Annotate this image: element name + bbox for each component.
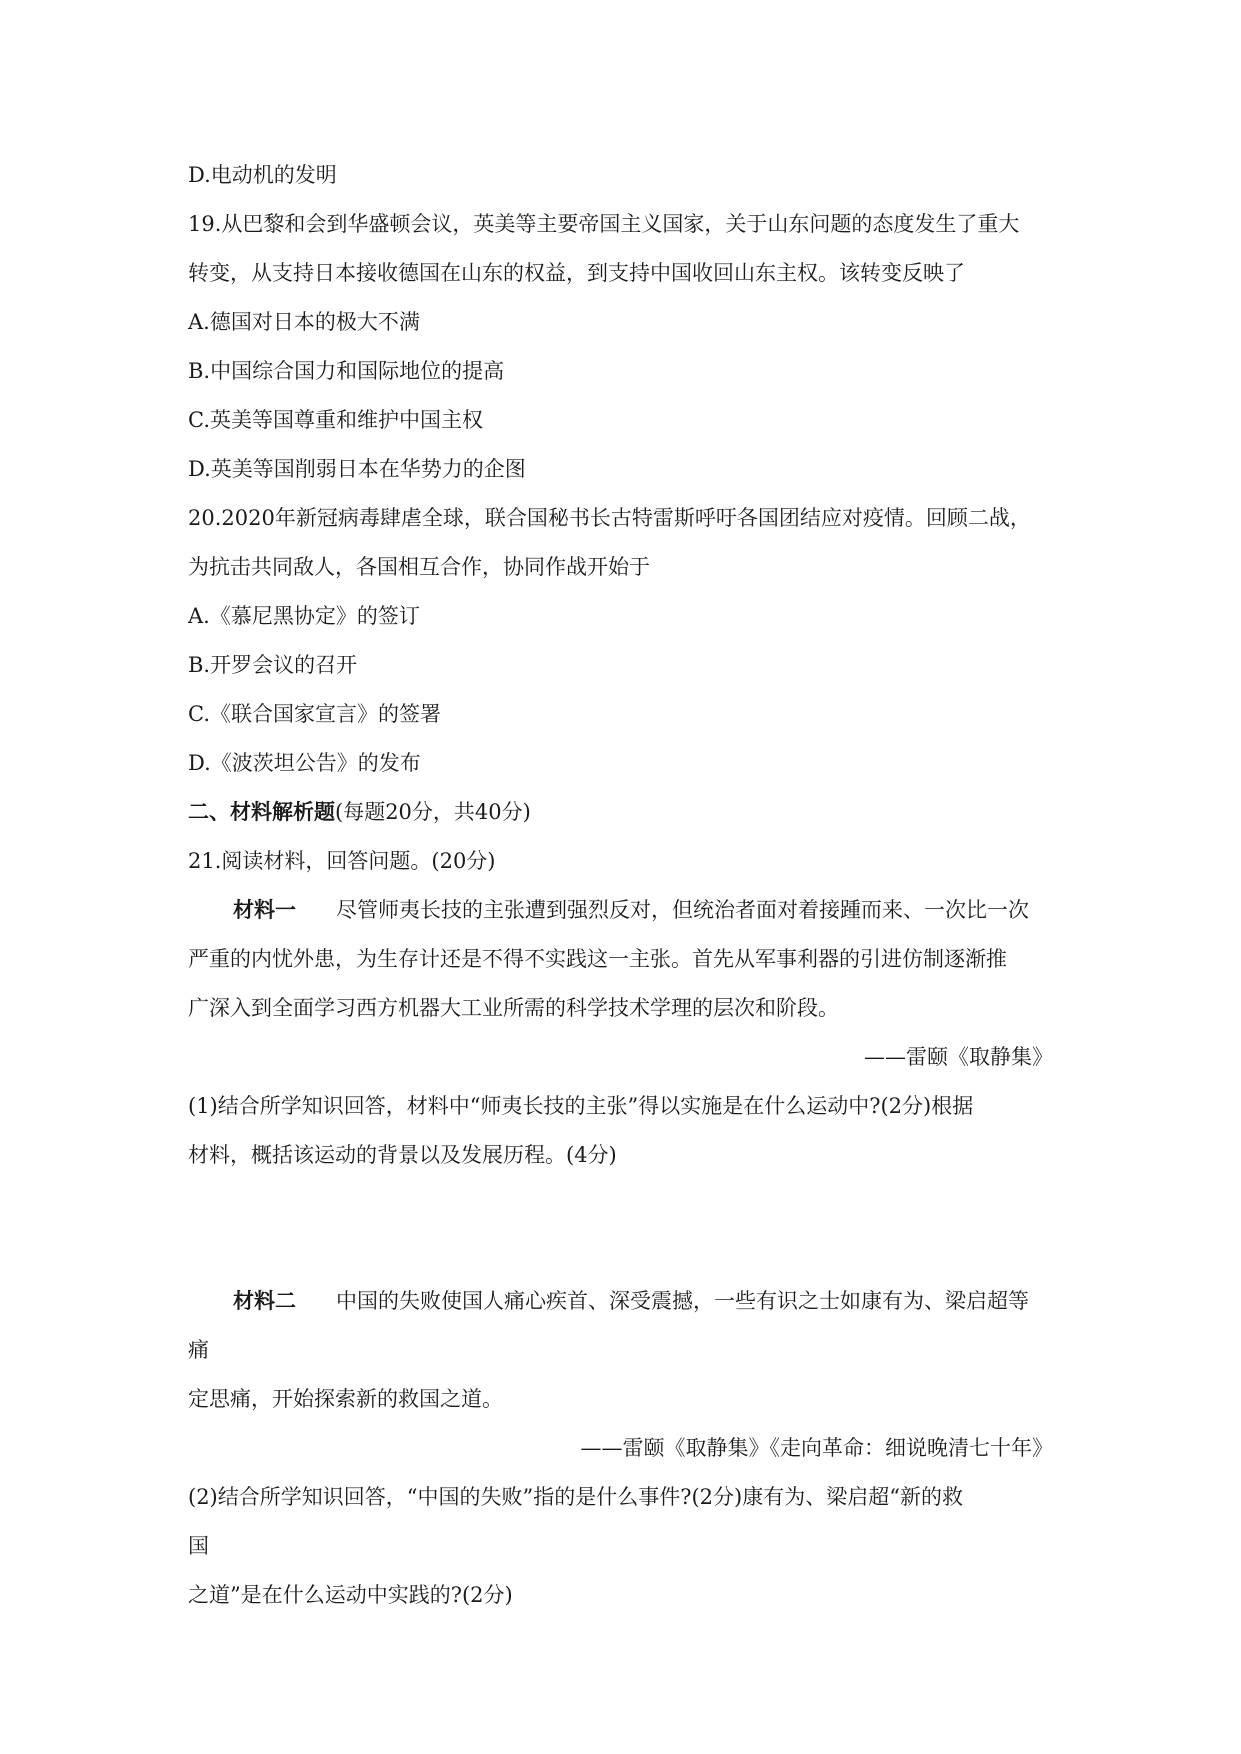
q20-stem-line1: 20.2020年新冠病毒肆虐全球，联合国秘书长古特雷斯呼吁各国团结应对疫情。回顾二战，: [188, 506, 1031, 530]
material2-line1-row: [233, 1286, 1113, 1316]
q19-stem-line2: 转变，从支持日本接收德国在山东的权益，到支持中国收回山东主权。该转变反映了: [188, 261, 965, 285]
section2-heading-row: [188, 797, 1068, 827]
material2-source: ——雷颐《取静集》《走向革命：细说晚清七十年》: [580, 1436, 1053, 1460]
section2-heading-note: (每题20分，共40分): [335, 800, 531, 824]
q21-stem: 21.阅读材料，回答问题。(20分): [188, 849, 496, 873]
q19-stem-line1: 19.从巴黎和会到华盛顿会议，英美等主要帝国主义国家，关于山东问题的态度发生了重大: [188, 212, 1020, 236]
sub-question1-line2: 材料，概括该运动的背景以及发展历程。(4分): [188, 1143, 617, 1167]
sub-question1-line1: (1)结合所学知识回答，材料中“师夷长技的主张”得以实施是在什么运动中?(2分)根据: [188, 1094, 974, 1118]
q19-option-a: A.德国对日本的极大不满: [188, 310, 420, 334]
section2-heading: 二、材料解析题: [188, 799, 335, 824]
material1-source: ——雷颐《取静集》: [864, 1045, 1053, 1069]
material1-line2: 严重的内忧外患，为生存计还是不得不实践这一主张。首先从军事利器的引进仿制逐渐推: [188, 947, 1007, 971]
material2-label: 材料二: [233, 1288, 296, 1313]
material1-line1: 尽管师夷长技的主张遭到强烈反对，但统治者面对着接踵而来、一次比一次: [336, 898, 1029, 922]
sub-question2-line2: 国: [188, 1534, 209, 1558]
material1-line1-row: [233, 895, 1113, 925]
sub-question2-line1: (2)结合所学知识回答，“中国的失败”指的是什么事件?(2分)康有为、梁启超“新的救: [188, 1485, 963, 1509]
q20-option-b: B.开罗会议的召开: [188, 653, 358, 677]
q20-stem-line2: 为抗击共同敌人，各国相互合作，协同作战开始于: [188, 555, 650, 579]
material2-line2: 痛: [188, 1338, 209, 1362]
q19-option-d: D.英美等国削弱日本在华势力的企图: [188, 457, 526, 481]
q18-option-d: D.电动机的发明: [188, 163, 337, 187]
q19-option-b: B.中国综合国力和国际地位的提高: [188, 359, 505, 383]
material1-line3: 广深入到全面学习西方机器大工业所需的科学技术学理的层次和阶段。: [188, 996, 839, 1020]
q19-option-c: C.英美等国尊重和维护中国主权: [188, 408, 483, 432]
q20-option-a: A.《慕尼黑协定》的签订: [188, 604, 420, 628]
q20-option-c: C.《联合国家宣言》的签署: [188, 702, 441, 726]
sub-question2-line3: 之道”是在什么运动中实践的?(2分): [188, 1583, 513, 1607]
material1-label: 材料一: [233, 897, 296, 922]
material2-line1: 中国的失败使国人痛心疾首、深受震撼，一些有识之士如康有为、梁启超等: [336, 1289, 1029, 1313]
q20-option-d: D.《波茨坦公告》的发布: [188, 751, 421, 775]
material2-line3: 定思痛，开始探索新的救国之道。: [188, 1387, 503, 1411]
